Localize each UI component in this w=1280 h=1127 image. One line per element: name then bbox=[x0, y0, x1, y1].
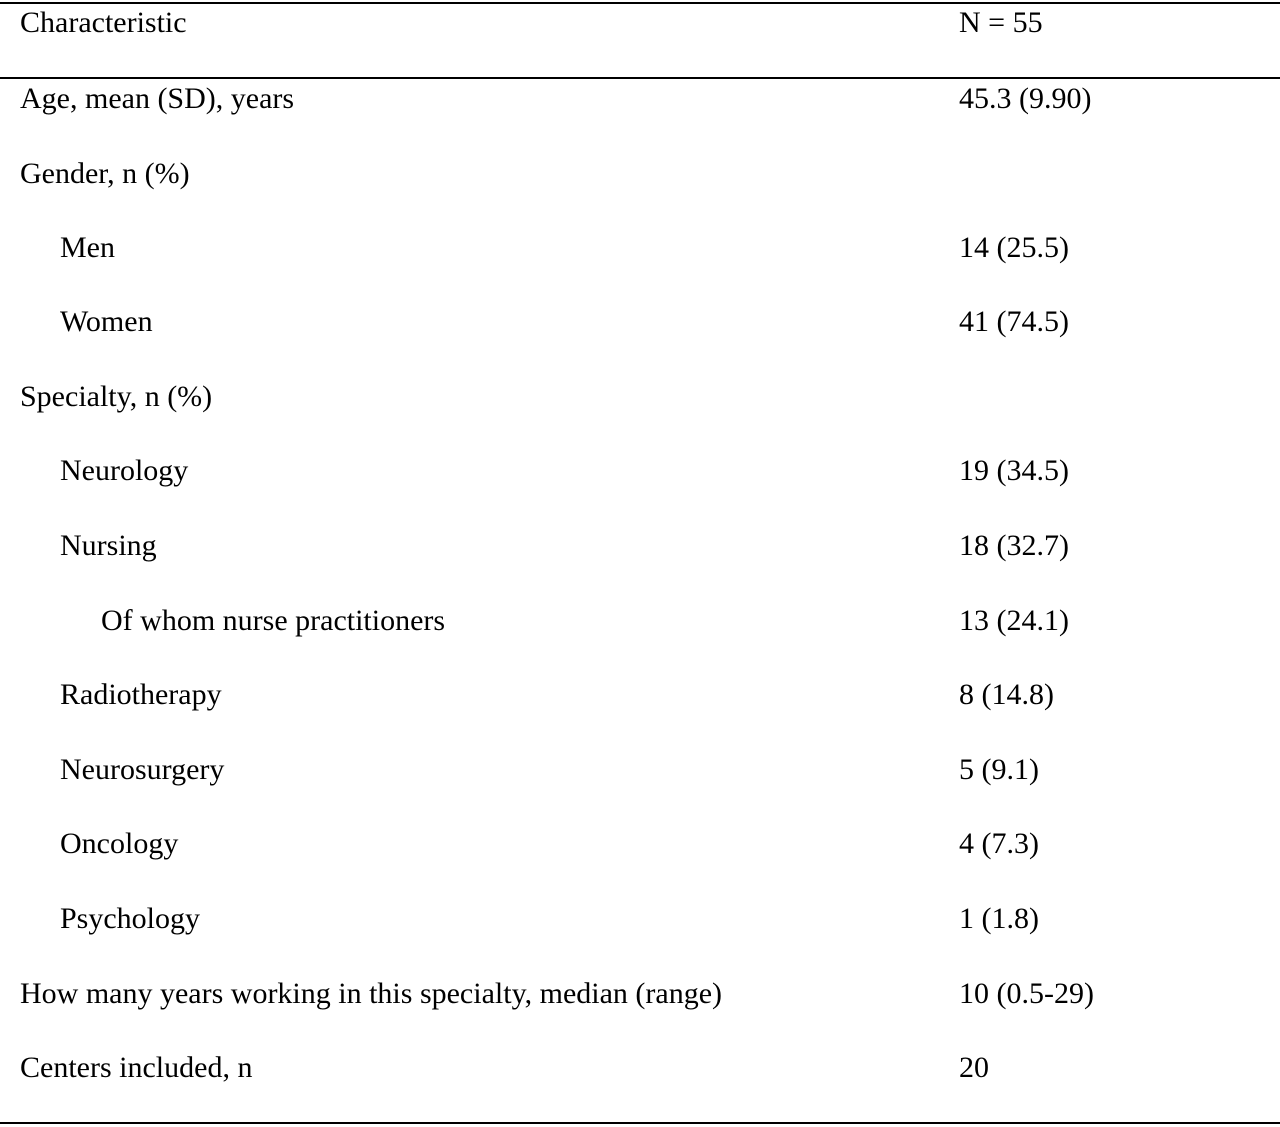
row-centers-value: 20 bbox=[959, 1051, 989, 1084]
row-oncology-value: 4 (7.3) bbox=[959, 827, 1039, 860]
row-age-value: 45.3 (9.90) bbox=[959, 82, 1092, 115]
row-centers-label: Centers included, n bbox=[20, 1051, 253, 1084]
row-nursing-label: Nursing bbox=[60, 529, 157, 562]
row-nurse-practitioners-value: 13 (24.1) bbox=[959, 604, 1069, 637]
row-nursing-value: 18 (32.7) bbox=[959, 529, 1069, 562]
table-top-rule bbox=[0, 2, 1280, 4]
row-oncology-label: Oncology bbox=[60, 827, 179, 860]
row-radiotherapy-value: 8 (14.8) bbox=[959, 678, 1054, 711]
row-age-label: Age, mean (SD), years bbox=[20, 82, 295, 115]
row-neurosurgery-label: Neurosurgery bbox=[60, 753, 225, 786]
row-women-label: Women bbox=[60, 305, 153, 338]
row-neurology-label: Neurology bbox=[60, 454, 189, 487]
row-years-specialty-value: 10 (0.5-29) bbox=[959, 977, 1094, 1010]
table-bottom-rule bbox=[0, 1122, 1280, 1124]
header-characteristic: Characteristic bbox=[20, 6, 187, 39]
row-psychology-value: 1 (1.8) bbox=[959, 902, 1039, 935]
row-neurosurgery-value: 5 (9.1) bbox=[959, 753, 1039, 786]
row-men-value: 14 (25.5) bbox=[959, 231, 1069, 264]
row-neurology-value: 19 (34.5) bbox=[959, 454, 1069, 487]
row-nurse-practitioners-label: Of whom nurse practitioners bbox=[101, 604, 446, 637]
row-radiotherapy-label: Radiotherapy bbox=[60, 678, 222, 711]
row-psychology-label: Psychology bbox=[60, 902, 201, 935]
row-specialty-label: Specialty, n (%) bbox=[20, 380, 213, 413]
row-women-value: 41 (74.5) bbox=[959, 305, 1069, 338]
row-men-label: Men bbox=[60, 231, 115, 264]
header-sample-size: N = 55 bbox=[959, 6, 1043, 39]
row-gender-label: Gender, n (%) bbox=[20, 157, 190, 190]
row-years-specialty-label: How many years working in this specialty, median (range) bbox=[20, 977, 723, 1010]
table-header-rule bbox=[0, 77, 1280, 79]
